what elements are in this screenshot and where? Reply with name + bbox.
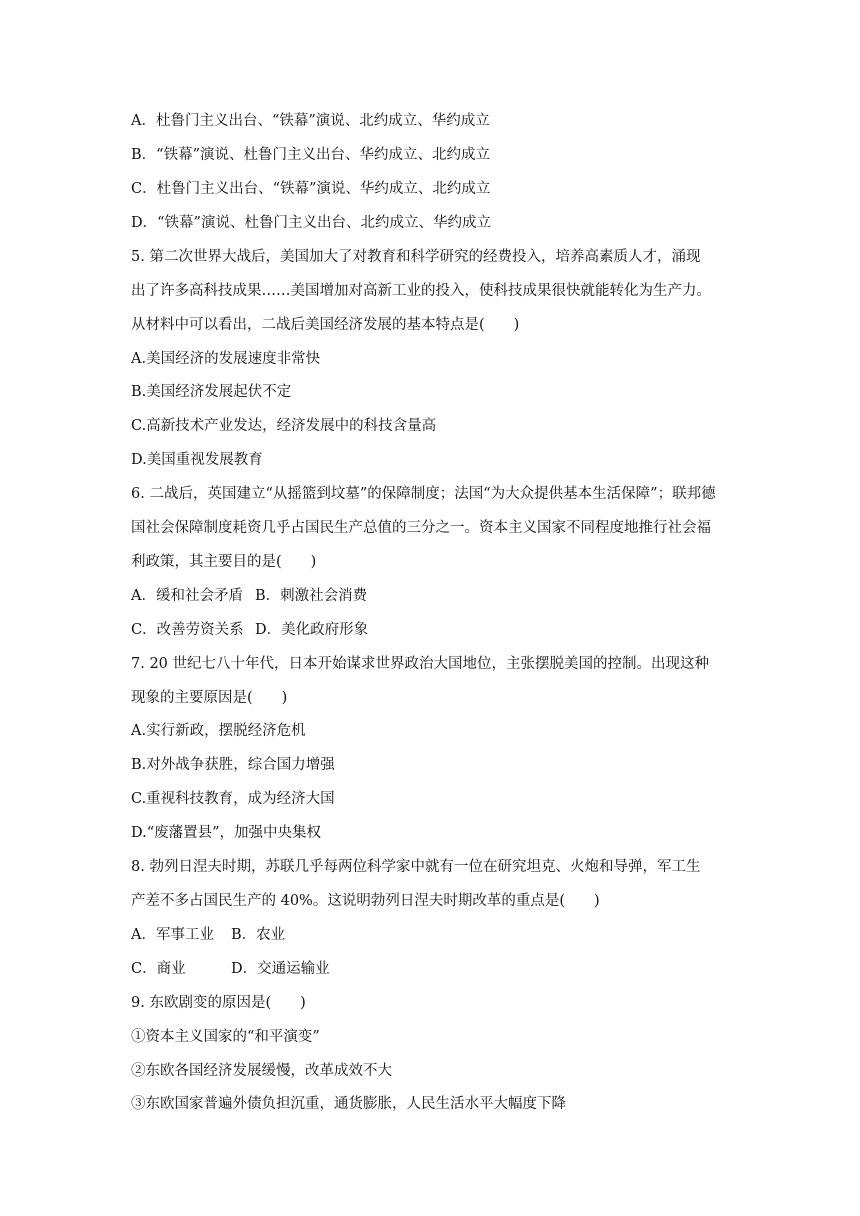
q4-option-a: A．杜鲁门主义出台、“铁幕”演说、北约成立、华约成立: [131, 113, 490, 129]
q7-stem-line-1: 7. 20 世纪七八十年代，日本开始谋求世界政治大国地位，主张摆脱美国的控制。出现这种: [131, 656, 709, 672]
q5-stem-line-3: 从材料中可以看出，二战后美国经济发展的基本特点是( ): [131, 317, 520, 333]
q4-option-d: D．“铁幕”演说、杜鲁门主义出台、北约成立、华约成立: [131, 215, 491, 231]
q6-option-c: C．改善劳资关系: [131, 622, 244, 638]
q6-stem-line-1: 6. 二战后，英国建立“从摇篮到坟墓”的保障制度；法国“为大众提供基本生活保障”；联邦德: [131, 486, 716, 502]
q9-stem: 9. 东欧剧变的原因是( ): [131, 995, 306, 1011]
q4-option-c: C．杜鲁门主义出台、“铁幕”演说、华约成立、北约成立: [131, 181, 491, 197]
q6-options-row-2: [131, 620, 368, 640]
q5-option-b: B.美国经济发展起伏不定: [131, 384, 292, 400]
q6-option-d: D．美化政府形象: [255, 622, 369, 638]
q8-stem-line-2: 产差不多占国民生产的 40%。这说明勃列日涅夫时期改革的重点是( ): [131, 893, 600, 909]
q7-option-b: B.对外战争获胜，综合国力增强: [131, 757, 335, 773]
q9-item-2: ②东欧各国经济发展缓慢，改革成效不大: [131, 1063, 392, 1079]
q5-stem-line-2: 出了许多高科技成果……美国增加对高新工业的投入，使科技成果很快就能转化为生产力。: [131, 283, 711, 299]
q8-options-row-1: [131, 925, 285, 945]
q9-item-1: ①资本主义国家的“和平演变”: [131, 1029, 320, 1045]
q7-option-d: D.“废藩置县”，加强中央集权: [131, 825, 322, 841]
q4-option-b: B．“铁幕”演说、杜鲁门主义出台、华约成立、北约成立: [131, 147, 490, 163]
q7-option-a: A.实行新政，摆脱经济危机: [131, 723, 306, 739]
q5-stem-line-1: 5. 第二次世界大战后，美国加大了对教育和科学研究的经费投入，培养高素质人才，涌现: [131, 249, 701, 265]
q7-option-c: C.重视科技教育，成为经济大国: [131, 791, 335, 807]
q6-stem-line-3: 利政策，其主要目的是( ): [131, 554, 317, 570]
q8-stem-line-1: 8. 勃列日涅夫时期，苏联几乎每两位科学家中就有一位在研究坦克、火炮和导弹，军工生: [131, 859, 701, 875]
q8-option-c: C．商业: [131, 961, 186, 977]
q8-option-d: D．交通运输业: [231, 961, 330, 977]
q9-item-3: ③东欧国家普遍外债负担沉重，通货膨胀，人民生活水平大幅度下降: [131, 1096, 566, 1112]
q8-option-a: A．军事工业: [131, 927, 214, 943]
q6-option-a: A．缓和社会矛盾: [131, 588, 243, 604]
q6-option-b: B．刺激社会消费: [255, 588, 368, 604]
q6-options-row-1: [131, 586, 367, 606]
q8-options-row-2: [131, 959, 330, 979]
q5-option-a: A.美国经济的发展速度非常快: [131, 351, 321, 367]
q7-stem-line-2: 现象的主要原因是( ): [131, 690, 288, 706]
q5-option-c: C.高新技术产业发达，经济发展中的科技含量高: [131, 418, 437, 434]
q6-stem-line-2: 国社会保障制度耗资几乎占国民生产总值的三分之一。资本主义国家不同程度地推行社会福: [131, 520, 711, 536]
q8-option-b: B．农业: [231, 927, 286, 943]
q5-option-d: D.美国重视发展教育: [131, 452, 263, 468]
